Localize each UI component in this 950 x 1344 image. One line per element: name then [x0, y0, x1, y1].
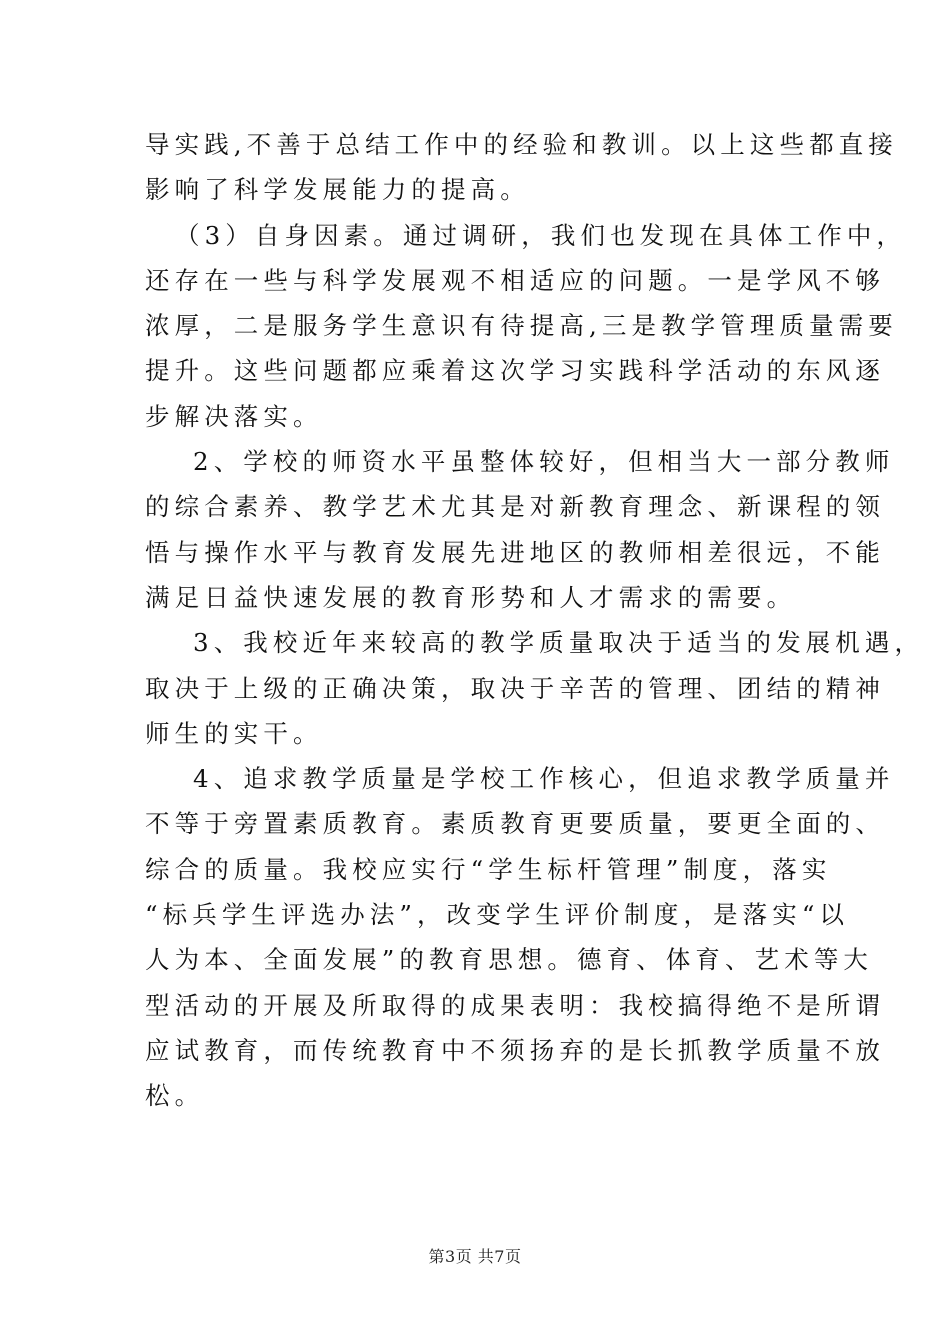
text-line: 人为本、全面发展”的教育思想。德育、体育、艺术等大 — [145, 945, 874, 975]
text-line: 4、追求教学质量是学校工作核心，但追求教学质量并 — [193, 764, 895, 794]
text-line: 不等于旁置素质教育。素质教育更要质量，要更全面的、 — [145, 809, 885, 839]
text-line: 师生的实干。 — [145, 718, 323, 748]
text-line: 松。 — [145, 1081, 205, 1111]
text-line: （3）自身因素。通过调研，我们也发现在具体工作中， — [175, 220, 907, 250]
text-line: 取决于上级的正确决策，取决于辛苦的管理、团结的精神 — [145, 673, 885, 703]
text-line: 悟与操作水平与教育发展先进地区的教师相差很远，不能 — [145, 537, 885, 567]
text-line: 2、学校的师资水平虽整体较好，但相当大一部分教师 — [193, 447, 895, 477]
text-line: 步解决落实。 — [145, 401, 323, 431]
document-body — [145, 122, 925, 1119]
text-line: 浓厚，二是服务学生意识有待提高,三是教学管理质量需要 — [145, 311, 898, 341]
text-line: 的综合素养、教学艺术尤其是对新教育理念、新课程的领 — [145, 492, 885, 522]
text-line: 提升。这些问题都应乘着这次学习实践科学活动的东风逐 — [145, 356, 885, 386]
text-line: 还存在一些与科学发展观不相适应的问题。一是学风不够 — [145, 265, 885, 295]
text-line: 3、我校近年来较高的教学质量取决于适当的发展机遇， — [193, 628, 925, 658]
page-number-footer: 第3页 共7页 — [428, 1247, 522, 1266]
text-line: 综合的质量。我校应实行“学生标杆管理”制度，落实 — [145, 854, 832, 884]
text-line: “标兵学生评选办法”，改变学生评价制度，是落实“以 — [145, 900, 850, 930]
text-line: 导实践,不善于总结工作中的经验和教训。以上这些都直接 — [145, 130, 898, 159]
text-line: 型活动的开展及所取得的成果表明：我校搞得绝不是所谓 — [145, 990, 885, 1020]
text-line: 应试教育，而传统教育中不须扬弃的是长抓教学质量不放 — [145, 1035, 885, 1065]
text-line: 影响了科学发展能力的提高。 — [145, 175, 530, 205]
text-line: 满足日益快速发展的教育形势和人才需求的需要。 — [145, 582, 797, 612]
